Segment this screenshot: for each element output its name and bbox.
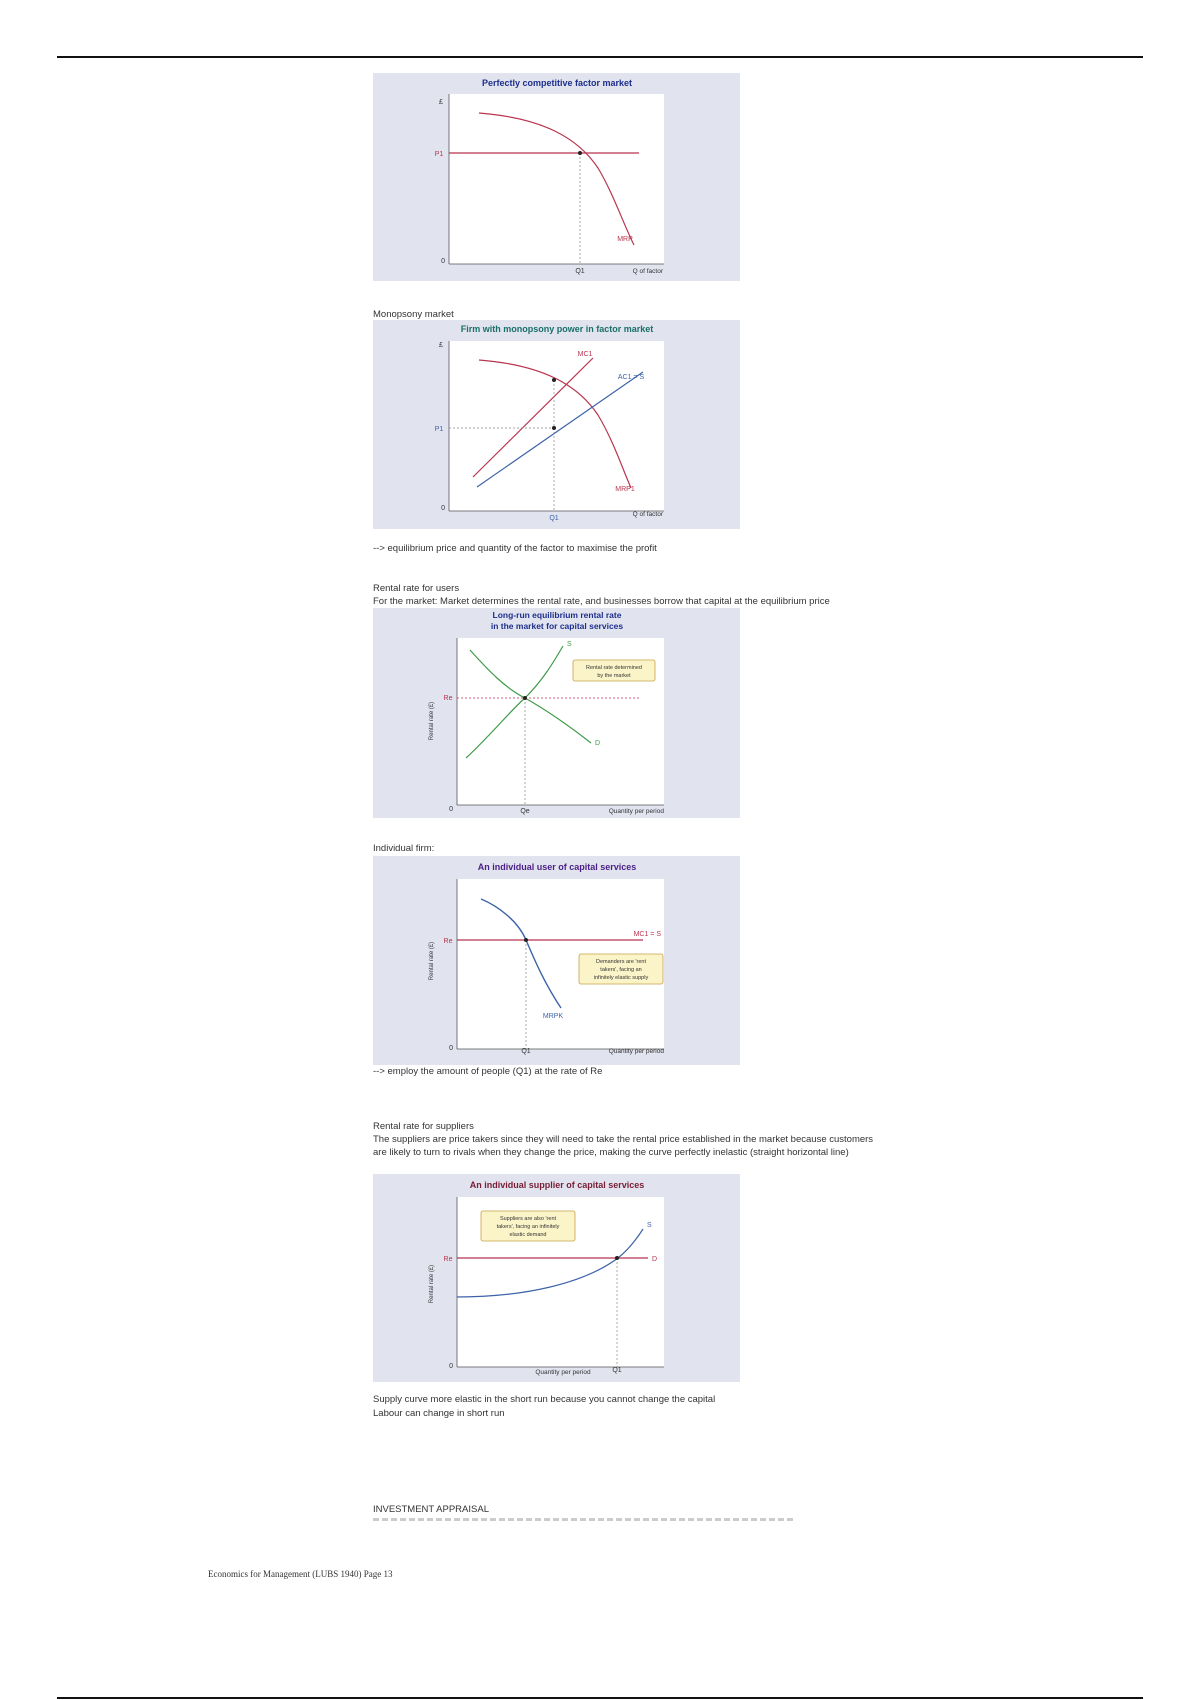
chart-title-line1: Long-run equilibrium rental rate xyxy=(492,610,622,620)
y-axis-label: Rental rate (£) xyxy=(429,1264,435,1304)
employ-note: --> employ the amount of people (Q1) at the rate of Re xyxy=(373,1066,603,1077)
supply-label: S xyxy=(647,1222,652,1229)
callout-line1: Rental rate determined xyxy=(586,665,642,671)
origin-label: 0 xyxy=(441,505,445,512)
figure-individual-supplier xyxy=(373,1174,740,1382)
equilibrium-point xyxy=(524,938,528,942)
market-note: For the market: Market determines the rental rate, and businesses borrow that capital at the equilibrium price xyxy=(373,596,830,607)
x-axis-label: Q of factor xyxy=(632,511,663,518)
demand-label: D xyxy=(595,740,601,747)
price-label: P1 xyxy=(434,151,444,158)
bottom-rule xyxy=(57,1697,1143,1699)
y-axis-label: Rental rate (£) xyxy=(429,701,435,741)
supply-elastic-note: Supply curve more elastic in the short run because you cannot change the capital xyxy=(373,1394,716,1405)
demand-label: D xyxy=(652,1256,658,1263)
figure-monopsony-factor-market xyxy=(373,320,740,529)
chart-title-line2: in the market for capital services xyxy=(490,621,624,631)
supply-label: S xyxy=(567,641,572,648)
monopsony-heading: Monopsony market xyxy=(373,309,454,320)
equilibrium-point xyxy=(578,151,582,155)
price-label: P1 xyxy=(434,426,444,433)
x-axis-label: Quantity per period xyxy=(608,808,664,815)
mrp-label: MRP1 xyxy=(615,486,635,493)
equilibrium-note: --> equilibrium price and quantity of the factor to maximise the profit xyxy=(373,543,657,554)
investment-heading: INVESTMENT APPRAISAL xyxy=(373,1504,489,1515)
callout-line2: by the market xyxy=(597,673,631,679)
x-axis-label: Quantity per period xyxy=(535,1369,591,1376)
quantity-label: Q1 xyxy=(521,1048,531,1055)
chart-title: Firm with monopsony power in factor market xyxy=(460,324,654,334)
rate-label: Re xyxy=(443,695,453,702)
rate-label: Re xyxy=(443,1256,453,1263)
individual-firm-heading: Individual firm: xyxy=(373,843,435,854)
callout-line2: takers', facing an xyxy=(600,967,642,973)
figure-long-run-rental-rate xyxy=(373,608,740,818)
callout-line3: elastic demand xyxy=(509,1232,547,1238)
equilibrium-point xyxy=(615,1256,619,1260)
chart-individual-supplier xyxy=(373,1174,740,1382)
y-axis-label: Rental rate (£) xyxy=(429,941,435,981)
quantity-label: Q1 xyxy=(549,515,559,522)
suppliers-paragraph: The suppliers are price takers since they will need to take the rental price established in the market because customers are likely to turn to rivals when they change the price, making the curve perfectly inelastic (straight horizontal line) xyxy=(373,1134,874,1158)
x-axis-label: Q of factor xyxy=(632,268,663,275)
equilibrium-point xyxy=(523,696,527,700)
quantity-label: Q1 xyxy=(575,268,585,275)
origin-label: 0 xyxy=(449,1363,453,1370)
ac-label: AC1 = S xyxy=(617,374,645,381)
figure-perfectly-competitive-factor-market xyxy=(373,73,740,281)
rate-label: Re xyxy=(443,938,453,945)
y-axis-label: £ xyxy=(439,342,443,349)
labour-note: Labour can change in short run xyxy=(373,1408,505,1419)
mc-mrp-intersection xyxy=(552,378,556,382)
callout-line1: Demanders are 'rent xyxy=(596,959,646,965)
supply-label: MC1 = S xyxy=(633,931,661,938)
y-axis-label: £ xyxy=(439,99,443,106)
chart-perfect-competition xyxy=(373,73,740,281)
wage-point xyxy=(552,426,556,430)
origin-label: 0 xyxy=(449,806,453,813)
quantity-label: Qe xyxy=(520,808,530,815)
callout-line2: takers', facing an infinitely xyxy=(496,1224,560,1230)
x-axis-label: Quantity per period xyxy=(608,1048,664,1055)
chart-monopsony xyxy=(373,320,740,529)
rental-suppliers-heading: Rental rate for suppliers xyxy=(373,1121,474,1132)
chart-individual-user xyxy=(373,856,740,1065)
top-rule xyxy=(57,56,1143,58)
quantity-label: Q1 xyxy=(612,1367,622,1374)
rental-users-heading: Rental rate for users xyxy=(373,583,460,594)
mrp-label: MRPK xyxy=(542,1013,564,1020)
page-footer: Economics for Management (LUBS 1940) Page 13 xyxy=(208,1569,393,1579)
origin-label: 0 xyxy=(449,1045,453,1052)
callout-line3: infinitely elastic supply xyxy=(593,975,649,981)
chart-title: An individual user of capital services xyxy=(477,862,637,872)
callout-line1: Suppliers are also 'rent xyxy=(499,1216,557,1222)
chart-title: An individual supplier of capital services xyxy=(469,1180,645,1190)
origin-label: 0 xyxy=(441,258,445,265)
clipped-text-line xyxy=(373,1518,793,1521)
figure-individual-user xyxy=(373,856,740,1065)
chart-capital-market xyxy=(373,608,740,818)
chart-title: Perfectly competitive factor market xyxy=(481,78,633,88)
mc-label: MC1 xyxy=(577,351,593,358)
mrp-label: MRP xyxy=(617,236,633,243)
